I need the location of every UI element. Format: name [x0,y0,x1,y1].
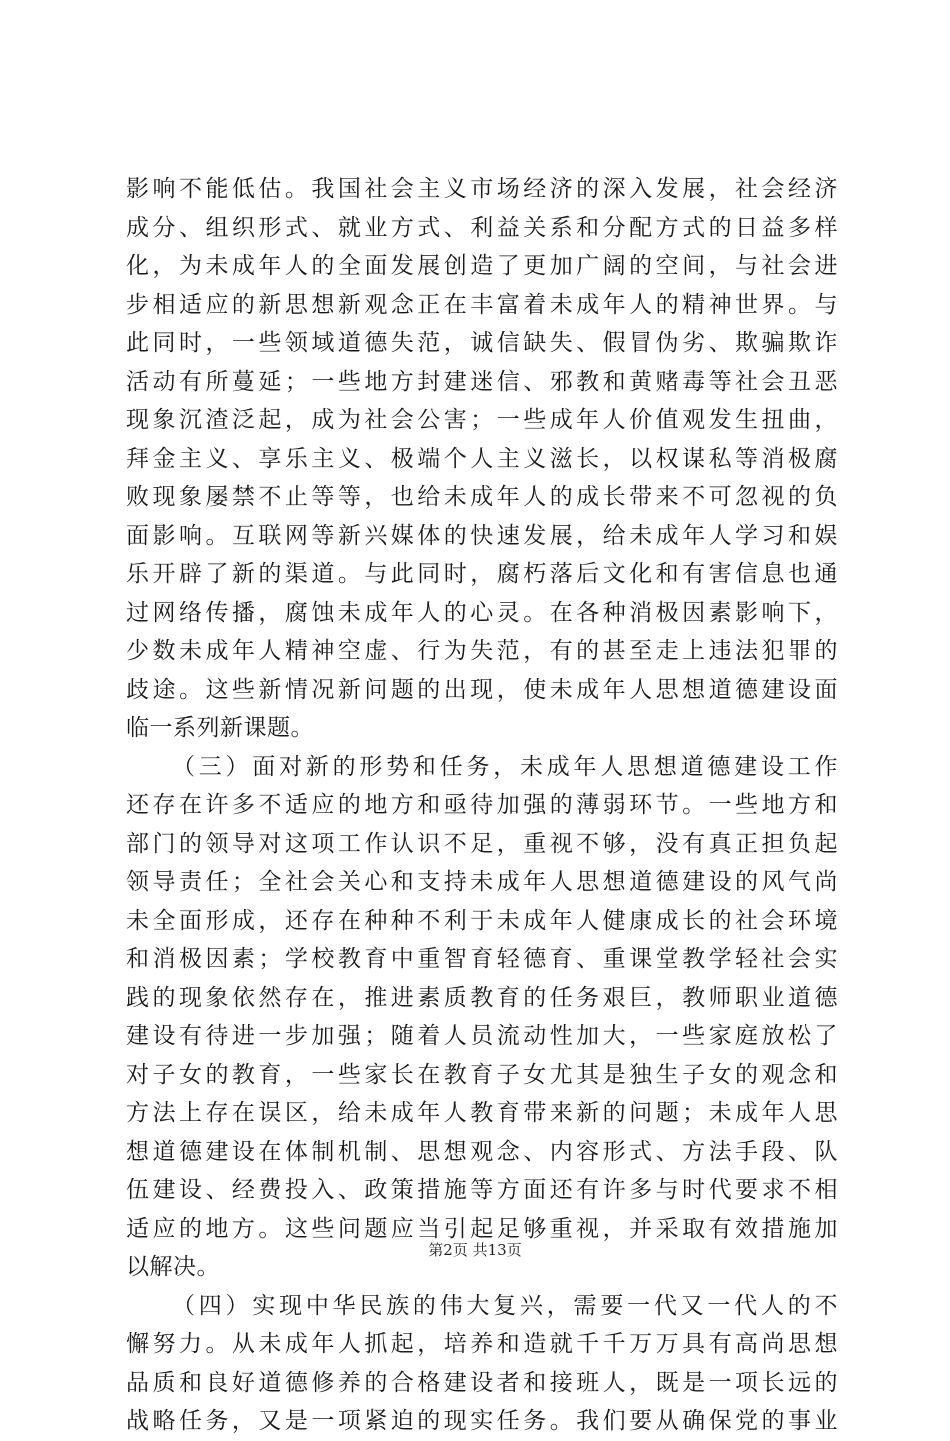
text-line: 此同时，一些领域道德失范，诚信缺失、假冒伪劣、欺骗欺诈 [126,330,838,356]
paragraph-start-line: （三）面对新的形势和任务，未成年人思想道德建设工作 [172,753,838,780]
text-line: 懈努力。从未成年人抓起，培养和造就千千万万具有高尚思想 [126,1331,838,1357]
text-line: 败现象屡禁不止等等，也给未成年人的成长带来不可忽视的负 [126,484,838,510]
text-line: 影响不能低估。我国社会主义市场经济的深入发展，社会经济 [126,176,838,202]
text-line: 部门的领导对这项工作认识不足，重视不够，没有真正担负起 [126,830,838,857]
text-line: 未全面形成，还存在种种不利于未成年人健康成长的社会环境 [126,907,838,934]
text-line: 领导责任；全社会关心和支持未成年人思想道德建设的风气尚 [126,869,838,895]
text-line: 成分、组织形式、就业方式、利益关系和分配方式的日益多样 [126,214,838,241]
page-number-footer: 第2页 共13页 [428,1241,522,1259]
text-line: 乐开辟了新的渠道。与此同时，腐朽落后文化和有害信息也通 [126,561,838,587]
text-line: 和消极因素；学校教育中重智育轻德育、重课堂教学轻社会实 [126,946,838,972]
text-line: 想道德建设在体制机制、思想观念、内容形式、方法手段、队 [126,1138,838,1165]
text-line: 化，为未成年人的全面发展创造了更加广阔的空间，与社会进 [126,253,838,279]
text-line: 品质和良好道德修养的合格建设者和接班人，既是一项长远的 [126,1369,838,1396]
text-line: 建设有待进一步加强；随着人员流动性加大，一些家庭放松了 [126,1023,838,1049]
text-line: 战略任务，又是一项紧迫的现实任务。我们要从确保党的事业 [126,1408,838,1434]
text-line: 现象沉渣泛起，成为社会公害；一些成年人价值观发生扭曲， [126,407,838,433]
text-line: 临一系列新课题。 [126,715,314,741]
text-line: 对子女的教育，一些家长在教育子女尤其是独生子女的观念和 [126,1061,838,1088]
text-line: 方法上存在误区，给未成年人教育带来新的问题；未成年人思 [126,1100,838,1126]
text-line: 活动有所蔓延；一些地方封建迷信、邪教和黄赌毒等社会丑恶 [126,368,838,395]
text-line: 拜金主义、享乐主义、极端个人主义滋长，以权谋私等消极腐 [126,445,838,472]
text-line: 还存在许多不适应的地方和亟待加强的薄弱环节。一些地方和 [126,792,838,818]
text-line: 步相适应的新思想新观念正在丰富着未成年人的精神世界。与 [126,291,838,318]
text-line: 践的现象依然存在，推进素质教育的任务艰巨，教师职业道德 [126,984,838,1011]
paragraph-start-line: （四）实现中华民族的伟大复兴，需要一代又一代人的不 [172,1292,838,1319]
text-line: 适应的地方。这些问题应当引起足够重视，并采取有效措施加 [126,1215,838,1242]
text-line: 歧途。这些新情况新问题的出现，使未成年人思想道德建设面 [126,676,838,703]
text-line: 过网络传播，腐蚀未成年人的心灵。在各种消极因素影响下， [126,599,838,626]
text-line: 伍建设、经费投入、政策措施等方面还有许多与时代要求不相 [126,1177,838,1203]
text-line: 面影响。互联网等新兴媒体的快速发展，给未成年人学习和娱 [126,522,838,549]
text-line: 以解决。 [126,1254,220,1280]
text-line: 少数未成年人精神空虚、行为失范，有的甚至走上违法犯罪的 [126,638,838,664]
